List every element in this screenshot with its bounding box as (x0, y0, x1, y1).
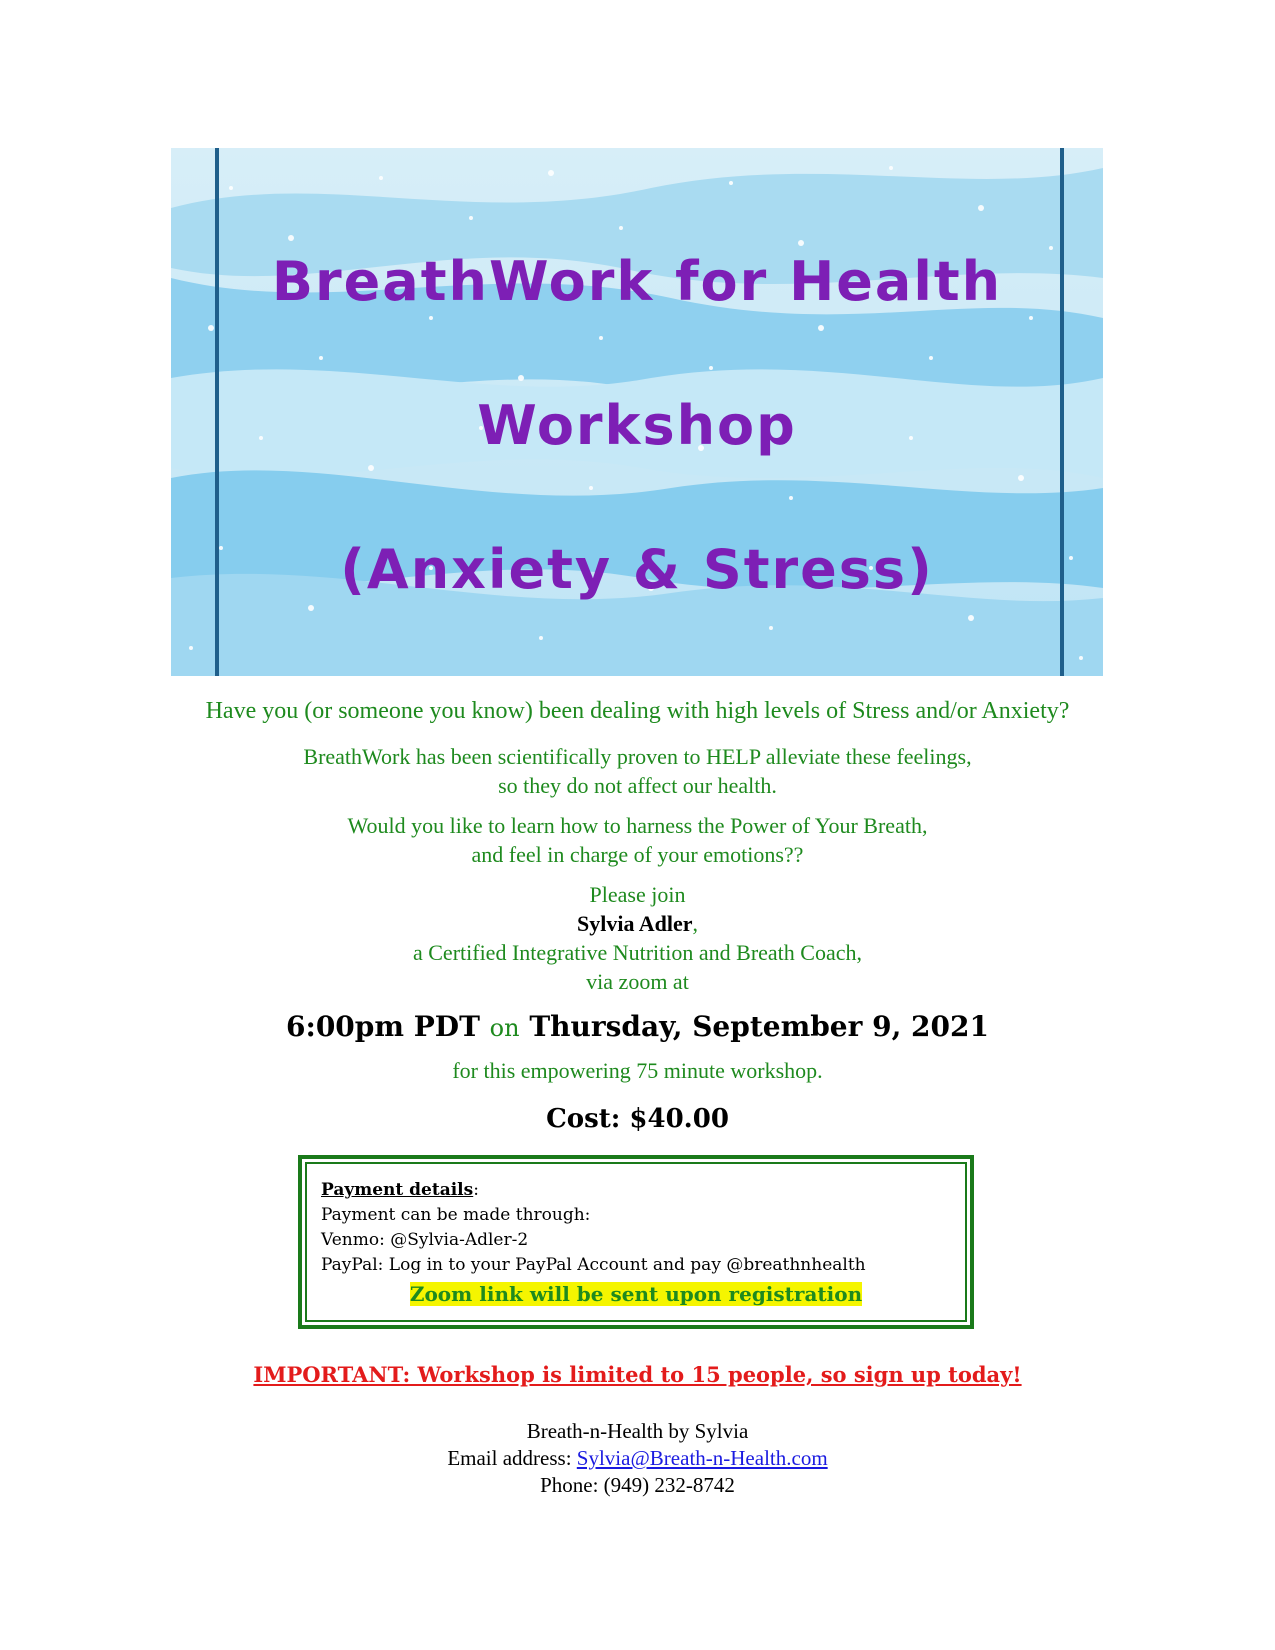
phone-line: Phone: (949) 232-8742 (540, 1473, 735, 1497)
email-line (0, 1445, 1275, 1472)
payment-header (321, 1178, 951, 1203)
join-line3: a Certified Integrative Nutrition and Breath Coach, (412, 940, 862, 965)
payment-venmo: Venmo: @Sylvia-Adler-2 (321, 1230, 529, 1250)
email-label: Email address: (447, 1446, 577, 1470)
proven-line2: so they do not affect our health. (498, 773, 777, 798)
event-duration: for this empowering 75 minute workshop. (452, 1058, 823, 1083)
event-cost: Cost: $40.00 (546, 1104, 729, 1134)
payment-line1: Payment can be made through: (321, 1205, 591, 1225)
banner-title-line2: Workshop (477, 394, 797, 457)
join-line1: Please join (589, 882, 686, 907)
learn-paragraph (0, 811, 1275, 869)
zoom-note-line (321, 1282, 951, 1309)
join-paragraph (0, 880, 1275, 996)
join-line4: via zoom at (586, 969, 689, 994)
coach-name: Sylvia Adler (576, 911, 693, 936)
proven-line1: BreathWork has been scientifically proven to HELP alleviate these feelings, (303, 744, 972, 769)
name-comma: , (692, 911, 698, 936)
event-datetime (0, 1010, 1275, 1043)
intro-question: Have you (or someone you know) been dealing with high levels of Stress and/or Anxiety? (205, 698, 1070, 724)
payment-box-inner (305, 1162, 967, 1322)
payment-header-colon: : (473, 1180, 479, 1200)
payment-paypal: PayPal: Log in to your PayPal Account and pay @breathnhealth (321, 1255, 866, 1275)
banner-title-line1: BreathWork for Health (271, 250, 1003, 313)
learn-line2: and feel in charge of your emotions?? (471, 842, 804, 867)
business-name: Breath-n-Health by Sylvia (526, 1419, 749, 1443)
proven-paragraph (0, 742, 1275, 800)
event-on: on (489, 1014, 520, 1042)
payment-box (298, 1155, 974, 1329)
event-date: Thursday, September 9, 2021 (529, 1010, 989, 1043)
zoom-note: Zoom link will be sent upon registration (409, 1282, 863, 1306)
join-name-line (0, 909, 1275, 938)
event-time: 6:00pm PDT (286, 1010, 480, 1043)
learn-line1: Would you like to learn how to harness the Power of Your Breath, (347, 813, 928, 838)
email-link[interactable]: Sylvia@Breath-n-Health.com (576, 1446, 828, 1470)
banner-image (171, 148, 1103, 676)
payment-header-text: Payment details (321, 1180, 474, 1200)
important-notice: IMPORTANT: Workshop is limited to 15 people, so sign up today! (253, 1362, 1022, 1387)
banner-title-line3: (Anxiety & Stress) (340, 538, 934, 601)
footer-contact (0, 1418, 1275, 1499)
